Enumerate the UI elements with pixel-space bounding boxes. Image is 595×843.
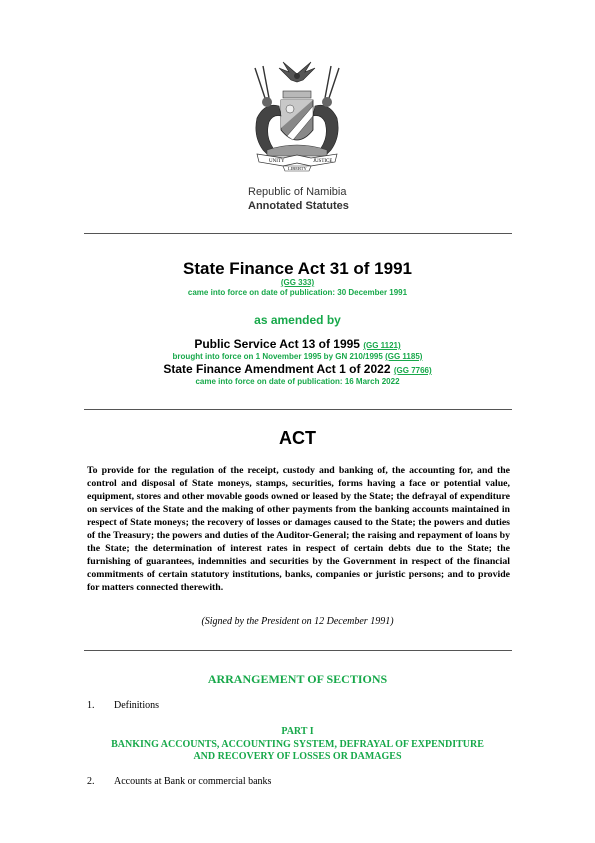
- amendment-2-note: came into force on date of publication: 16 March 2022: [195, 377, 400, 386]
- title-block-rule: [84, 409, 512, 410]
- motto-word-2: JUSTICE: [313, 159, 333, 164]
- long-title: To provide for the regulation of the receipt, custody and banking of, the accounting for, and the control and disposal of State moneys, stamps, securities, forms having a face or potential value, equipment, stores and other movable goods owned or leased by the State; the defrayal of expenditure on services of the State and the making of other payments from the banking accounts maintained in respect of State moneys; the recovery of losses or damages caused to the State; the powers and duties of the Treasury; the powers and duties of the Auditor-General; the raising and repayment of loans by the State; the determination of interest rates in respect of certain debts due to the State; the furnishing of guarantees, indemnities and securities by the Government in respect of the financial commitments of certain statutory institutions, banks, companies or juristic persons; and to provide for matters connected therewith.: [87, 465, 510, 593]
- gazette-link-333[interactable]: (GG 333): [280, 278, 315, 287]
- gazette-link-7766[interactable]: (GG 7766): [393, 366, 432, 375]
- part-1-title-line-2: AND RECOVERY OF LOSSES OR DAMAGES: [193, 751, 402, 762]
- act-heading: ACT: [279, 428, 316, 448]
- header-rule: [84, 233, 512, 234]
- gazette-link-1185[interactable]: (GG 1185): [385, 352, 423, 361]
- arrangement-heading: ARRANGEMENT OF SECTIONS: [207, 672, 388, 686]
- motto-word-3: LIBERTY: [288, 166, 307, 171]
- act-commencement: came into force on date of publication: 30 December 1991: [187, 288, 408, 297]
- country-name: Republic of Namibia: [248, 186, 347, 198]
- part-1-title-line-1: BANKING ACCOUNTS, ACCOUNTING SYSTEM, DEFRAYAL OF EXPENDITURE: [111, 739, 484, 750]
- amendment-1-note: brought into force on 1 November 1995 by GN 210/1995: [172, 352, 383, 361]
- section-number: 2.: [87, 776, 95, 787]
- section-item-1[interactable]: [87, 700, 159, 711]
- act-gazette-line: [0, 278, 595, 287]
- motto-word-1: UNITY: [269, 159, 285, 164]
- amendment-1-note-line: [0, 352, 595, 361]
- act-title: State Finance Act 31 of 1991: [183, 259, 412, 278]
- amended-by-heading: as amended by: [254, 313, 341, 327]
- section-number: 1.: [87, 700, 95, 711]
- amendment-1: [0, 337, 595, 351]
- amendment-1-name: Public Service Act 13 of 1995: [194, 337, 360, 351]
- section-title: Definitions: [114, 700, 159, 711]
- arrangement-rule: [84, 650, 512, 651]
- series-name: Annotated Statutes: [248, 200, 349, 212]
- coat-of-arms-emblem: [243, 58, 351, 173]
- gazette-link-1121[interactable]: (GG 1121): [363, 341, 401, 350]
- amendment-2-name: State Finance Amendment Act 1 of 2022: [163, 362, 391, 376]
- signed-note: (Signed by the President on 12 December 1991): [201, 616, 394, 627]
- part-1-label: PART I: [281, 726, 314, 737]
- section-title: Accounts at Bank or commercial banks: [114, 776, 272, 787]
- amendment-2: [0, 362, 595, 376]
- section-item-2[interactable]: [87, 776, 271, 787]
